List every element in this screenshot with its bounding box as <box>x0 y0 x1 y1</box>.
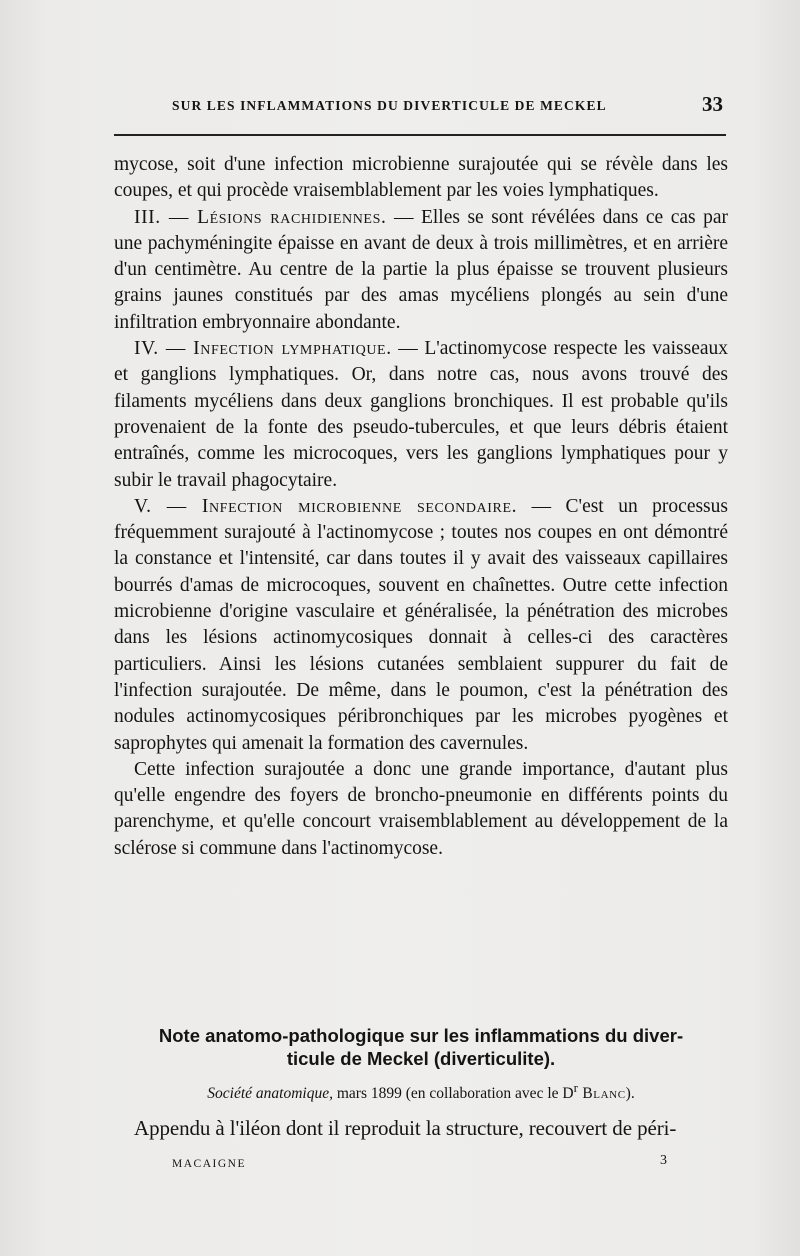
page-number: 33 <box>702 92 723 116</box>
note-title-line-2: ticule de Meckel (diverticulite). <box>286 1048 556 1069</box>
paragraph-conclusion: Cette infection surajoutée a donc une grande importance, d'autant plus qu'elle engendre des foyers de broncho-pneumonie en différents points du parenchyme, et qu'elle concourt vraisemblablement au développement de la sclérose si commune dans l'actinomycose. <box>114 758 728 859</box>
citation-close: ). <box>625 1085 635 1103</box>
note-title-line-1: Note anatomo-pathologique sur les inflammations du diver- <box>158 1025 684 1046</box>
footer-author: MACAIGNE <box>172 1158 246 1170</box>
paragraph-continuation: mycose, soit d'une infection microbienne surajoutée qui se révèle dans les coupes, et qui procède vraisemblablement par les voies lymphatiques. <box>114 154 728 202</box>
paragraph-text-iv: — L'actinomycose respecte les vaisseaux et ganglions lymphatiques. Or, dans notre cas, nous avons trouvé des filaments mycéliens dans deux ganglions bronchiques. Il est probable qu'ils provenaient de la fonte des pseudo-tubercules, et que leurs débris étaient entraînés, comme les microcoques, vers les ganglions lymphatiques pour y subir le travail phagocytaire. <box>114 338 728 491</box>
citation-society: Société anatomique, <box>207 1085 333 1103</box>
paragraph-text-v: — C'est un processus fréquemment surajouté à l'actinomycose ; toutes nos coupes en ont démontré la constance et l'intensité, car dans toutes il y avait des vaisseaux capillaires bourrés d'amas de microcoques, souvent en chaînettes. Outre cette infection microbienne d'origine vasculaire et généralisée, la pénétration des microbes dans les lésions actinomycosiques donnait à celles-ci des caractères particuliers. Ainsi les lésions cutanées semblaient suppurer du fait de l'infection surajoutée. De même, dans le poumon, c'est la pénétration des nodules actinomycosiques péribronchiques par les microbes pyogènes et saprophytes qui amenait la formation des cavernules. <box>114 495 728 754</box>
section-heading-v: V. — Infection microbienne secondaire. <box>134 495 518 517</box>
footer-signature: 3 <box>660 1153 667 1168</box>
citation-title-sup: r <box>573 1080 578 1095</box>
note-first-line: Appendu à l'iléon dont il reproduit la structure, recouvert de péri- <box>134 1116 677 1140</box>
body-text <box>114 152 728 862</box>
running-head: SUR LES INFLAMMATIONS DU DIVERTICULE DE MECKEL <box>172 98 607 113</box>
note-title <box>108 1024 734 1070</box>
citation-author: Blanc <box>577 1085 626 1103</box>
paragraph-infection-lymphatique <box>114 336 728 494</box>
paragraph-text-iii: — Elles se sont révélées dans ce cas par une pachyméningite épaisse en avant de deux à trois millimètres, et en arrière d'un centimètre. Au centre de la partie la plus épaisse se trouvent plusieurs grains jaunes constitués par des amas mycéliens plongés au sein d'une infiltration embryonnaire abondante. <box>114 206 729 333</box>
paragraph-lesions-rachidiennes <box>114 205 728 336</box>
citation <box>108 1080 734 1103</box>
section-heading-iii: III. — Lésions rachidiennes. <box>134 206 387 228</box>
section-heading-iv: IV. — Infection lymphatique. <box>134 338 392 360</box>
citation-date: mars 1899 (en collaboration avec le D <box>332 1085 574 1103</box>
paragraph-infection-secondaire <box>114 494 728 757</box>
header-rule <box>114 134 726 136</box>
